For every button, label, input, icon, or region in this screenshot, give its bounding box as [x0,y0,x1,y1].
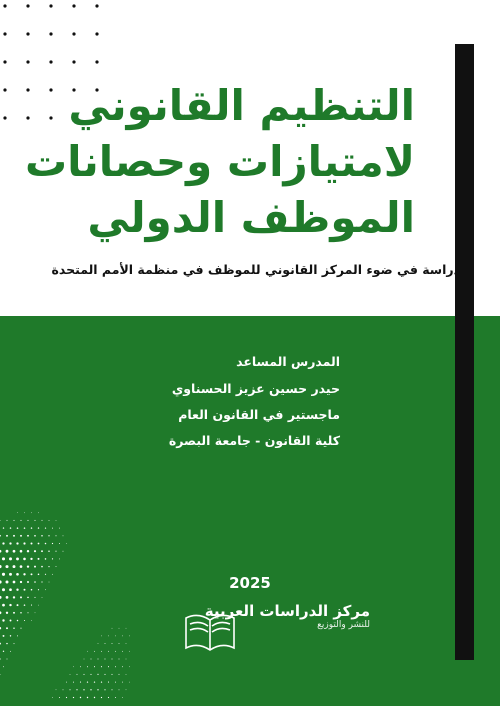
author-affiliation: كلية القانون - جامعة البصرة [168,433,340,448]
publisher-name: مركز الدراسات العربية [204,602,370,620]
halftone-swirl-decoration [0,505,180,706]
publication-year: 2025 [229,574,271,592]
author-rank: المدرس المساعد [236,354,340,369]
title-line-2: لامتيازات وحصانات [24,137,415,186]
author-name: حيدر حسين عزيز الحسناوي [171,381,340,396]
title-line-3: الموظف الدولي [87,193,415,242]
publisher-logo [180,602,370,662]
publisher-tagline: للنشر والتوزيع [317,620,370,630]
title-line-1: التنظيم القانوني [68,81,415,130]
vertical-black-bar [455,44,474,660]
book-title [24,78,415,246]
book-subtitle: دراسة في ضوء المركز القانوني للموظف في منظمة الأمم المتحدة [51,262,460,277]
author-degree: ماجستير في القانون العام [178,407,340,422]
